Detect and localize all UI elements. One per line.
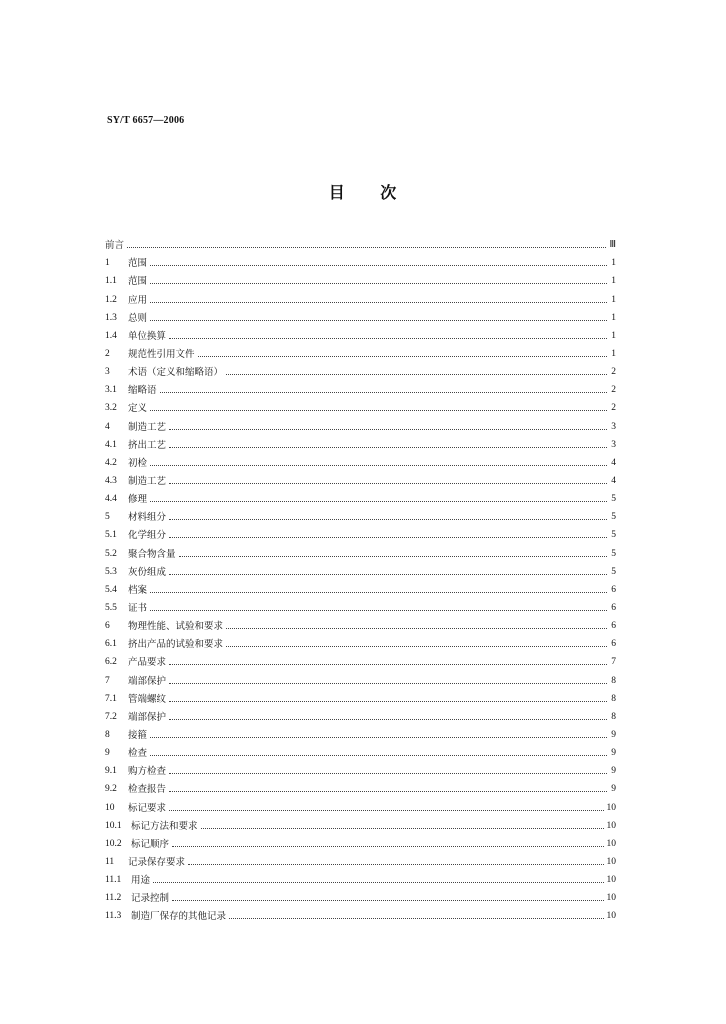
toc-entry-number: 6.1: [105, 639, 117, 650]
toc-leader-dots: [198, 355, 607, 357]
toc-entry-page: 6: [611, 602, 616, 613]
toc-leader-dots: [226, 627, 607, 629]
toc-entry-label: 产品要求: [128, 657, 167, 669]
toc-leader-dots: [169, 337, 607, 339]
toc-entry-label: 修理: [128, 494, 148, 506]
toc-entry[interactable]: [105, 777, 616, 795]
toc-entry-page: 7: [611, 657, 616, 668]
toc-entry-page: 10: [606, 893, 616, 904]
toc-entry[interactable]: [105, 269, 616, 287]
toc-leader-dots: [150, 319, 607, 321]
toc-entry-label: 标记方法和要求: [131, 820, 198, 832]
toc-leader-dots: [169, 446, 607, 448]
toc-entry-label: 购方检查: [128, 766, 167, 778]
toc-entry[interactable]: [105, 560, 616, 578]
toc-leader-dots: [150, 754, 607, 756]
toc-entry-label: 用途: [131, 875, 151, 887]
toc-leader-dots: [169, 663, 607, 665]
toc-leader-dots: [169, 682, 607, 684]
toc-entry-number: 5: [105, 512, 110, 523]
toc-leader-dots: [150, 609, 607, 611]
toc-entry-number: 10.1: [105, 820, 122, 831]
toc-leader-dots: [150, 464, 607, 466]
toc-entry-label: 挤出产品的试验和要求: [128, 639, 224, 651]
toc-entry-label: 标记顺序: [131, 838, 170, 850]
toc-entry-page: 1: [611, 258, 616, 269]
toc-entry[interactable]: [105, 814, 616, 832]
toc-entry[interactable]: [105, 614, 616, 632]
toc-title: 目 次: [328, 183, 398, 202]
toc-entry[interactable]: [105, 850, 616, 868]
toc-entry-label: 端部保护: [128, 675, 167, 687]
toc-entry-label: 单位换算: [128, 330, 167, 342]
toc-entry[interactable]: [105, 287, 616, 305]
toc-entry[interactable]: [105, 650, 616, 668]
toc-leader-dots: [172, 899, 603, 901]
toc-entry-number: 5.5: [105, 602, 117, 613]
toc-entry-number: 5.3: [105, 566, 117, 577]
toc-entry-number: 6.2: [105, 657, 117, 668]
document-code: SY/T 6657—2006: [107, 115, 185, 126]
toc-leader-dots: [169, 536, 607, 538]
toc-entry-page: 5: [611, 530, 616, 541]
toc-entry-label: 标记要求: [128, 802, 167, 814]
toc-entry-number: 10.2: [105, 838, 122, 849]
toc-entry-page: 4: [611, 457, 616, 468]
toc-entry-number: 1.1: [105, 276, 117, 287]
toc-leader-dots: [169, 790, 607, 792]
toc-entry-page: 4: [611, 475, 616, 486]
toc-entry-label: 规范性引用文件: [128, 348, 195, 360]
toc-entry-label: 证书: [128, 602, 148, 614]
toc-entry[interactable]: [105, 759, 616, 777]
toc-entry-label: 记录控制: [131, 893, 170, 905]
toc-entry-number: 1.2: [105, 294, 117, 305]
toc-entry-number: 9: [105, 748, 110, 759]
table-of-contents: [105, 233, 616, 922]
toc-entry[interactable]: [105, 723, 616, 741]
toc-entry[interactable]: [105, 251, 616, 269]
toc-leader-dots: [150, 736, 607, 738]
toc-entry-page: 10: [606, 856, 616, 867]
toc-entry[interactable]: [105, 632, 616, 650]
toc-leader-dots: [150, 500, 607, 502]
toc-entry[interactable]: [105, 741, 616, 759]
toc-entry[interactable]: [105, 705, 616, 723]
toc-entry-label: 前言: [105, 240, 125, 252]
toc-entry-page: 9: [611, 784, 616, 795]
toc-leader-dots: [160, 391, 607, 393]
toc-leader-dots: [226, 645, 607, 647]
toc-entry-label: 管端螺纹: [128, 693, 167, 705]
toc-entry-label: 术语（定义和缩略语）: [128, 367, 224, 379]
toc-entry-page: 6: [611, 621, 616, 632]
toc-entry-label: 范围: [128, 276, 148, 288]
toc-entry-label: 检查: [128, 748, 148, 760]
toc-entry-page: 2: [611, 403, 616, 414]
toc-entry-number: 9.1: [105, 766, 117, 777]
toc-entry-label: 灰份组成: [128, 566, 167, 578]
toc-entry-page: 2: [611, 385, 616, 396]
toc-entry-label: 检查报告: [128, 784, 167, 796]
toc-entry-page: 1: [611, 330, 616, 341]
toc-entry-number: 1.4: [105, 330, 117, 341]
toc-entry-number: 4.2: [105, 457, 117, 468]
toc-entry-label: 物理性能、试验和要求: [128, 621, 224, 633]
toc-entry-page: 1: [611, 294, 616, 305]
toc-entry-page: 6: [611, 639, 616, 650]
toc-entry-page: 5: [611, 494, 616, 505]
toc-leader-dots: [169, 718, 607, 720]
toc-entry-label: 制造工艺: [128, 421, 167, 433]
toc-entry[interactable]: [105, 233, 616, 251]
toc-entry[interactable]: [105, 378, 616, 396]
toc-entry[interactable]: [105, 832, 616, 850]
toc-entry[interactable]: [105, 868, 616, 886]
toc-entry-page: 10: [606, 802, 616, 813]
toc-entry-number: 2: [105, 348, 110, 359]
toc-leader-dots: [169, 573, 607, 575]
toc-entry-label: 范围: [128, 258, 148, 270]
toc-entry-label: 端部保护: [128, 711, 167, 723]
toc-entry[interactable]: [105, 541, 616, 559]
toc-leader-dots: [172, 845, 603, 847]
toc-entry-label: 缩略语: [128, 385, 157, 397]
toc-entry-page: 10: [606, 911, 616, 922]
toc-leader-dots: [169, 809, 603, 811]
toc-entry-number: 4: [105, 421, 110, 432]
toc-leader-dots: [169, 482, 607, 484]
toc-entry-label: 接箍: [128, 729, 148, 741]
toc-entry-label: 挤出工艺: [128, 439, 167, 451]
toc-leader-dots: [188, 863, 603, 865]
toc-entry-page: 8: [611, 693, 616, 704]
toc-entry-number: 1.3: [105, 312, 117, 323]
toc-entry[interactable]: [105, 306, 616, 324]
toc-entry-label: 制造厂保存的其他记录: [131, 911, 227, 923]
toc-leader-dots: [150, 409, 607, 411]
toc-entry[interactable]: [105, 342, 616, 360]
toc-entry-number: 5.2: [105, 548, 117, 559]
toc-leader-dots: [226, 373, 607, 375]
toc-entry-page: 1: [611, 312, 616, 323]
toc-leader-dots: [169, 428, 607, 430]
toc-entry-page: 6: [611, 584, 616, 595]
toc-leader-dots: [169, 700, 607, 702]
toc-entry-number: 11.2: [105, 893, 122, 904]
toc-entry-label: 定义: [128, 403, 148, 415]
toc-leader-dots: [150, 282, 607, 284]
toc-entry[interactable]: [105, 487, 616, 505]
toc-entry-number: 11: [105, 856, 115, 867]
toc-entry-number: 10: [105, 802, 115, 813]
toc-entry-number: 7.2: [105, 711, 117, 722]
toc-entry-label: 化学组分: [128, 530, 167, 542]
toc-leader-dots: [169, 772, 607, 774]
toc-entry-label: 应用: [128, 294, 148, 306]
toc-entry[interactable]: [105, 668, 616, 686]
toc-leader-dots: [153, 881, 603, 883]
toc-leader-dots: [150, 301, 607, 303]
toc-entry-number: 4.4: [105, 494, 117, 505]
toc-entry-number: 9.2: [105, 784, 117, 795]
toc-entry-page: 10: [606, 820, 616, 831]
toc-entry-number: 7.1: [105, 693, 117, 704]
toc-leader-dots: [201, 827, 604, 829]
toc-leader-dots: [150, 264, 607, 266]
toc-entry-page: 5: [611, 512, 616, 523]
toc-leader-dots: [169, 518, 607, 520]
toc-entry[interactable]: [105, 469, 616, 487]
toc-entry-number: 5.1: [105, 530, 117, 541]
toc-entry-label: 制造工艺: [128, 475, 167, 487]
toc-entry-page: 9: [611, 729, 616, 740]
toc-entry-page: 9: [611, 766, 616, 777]
toc-entry[interactable]: [105, 360, 616, 378]
toc-entry[interactable]: [105, 904, 616, 922]
toc-entry-label: 总则: [128, 312, 148, 324]
toc-entry[interactable]: [105, 578, 616, 596]
toc-entry[interactable]: [105, 795, 616, 813]
toc-entry-page: 10: [606, 838, 616, 849]
toc-entry[interactable]: [105, 886, 616, 904]
toc-entry-page: 8: [611, 711, 616, 722]
toc-entry[interactable]: [105, 505, 616, 523]
toc-entry[interactable]: [105, 396, 616, 414]
toc-entry[interactable]: [105, 414, 616, 432]
toc-entry-page: 2: [611, 367, 616, 378]
toc-entry-page: 1: [611, 348, 616, 359]
toc-entry-label: 聚合物含量: [128, 548, 176, 560]
toc-entry-number: 11.3: [105, 911, 122, 922]
toc-entry-page: 1: [611, 276, 616, 287]
toc-entry-number: 4.3: [105, 475, 117, 486]
toc-entry-number: 3.1: [105, 385, 117, 396]
toc-entry-number: 3.2: [105, 403, 117, 414]
toc-entry[interactable]: [105, 596, 616, 614]
toc-entry[interactable]: [105, 433, 616, 451]
toc-entry-label: 档案: [128, 584, 148, 596]
toc-entry-page: 5: [611, 566, 616, 577]
toc-entry-number: 7: [105, 675, 110, 686]
toc-entry-page: 10: [606, 875, 616, 886]
toc-entry-page: 3: [611, 421, 616, 432]
toc-entry-number: 4.1: [105, 439, 117, 450]
toc-entry[interactable]: [105, 523, 616, 541]
toc-entry-page: Ⅲ: [609, 240, 616, 251]
toc-entry[interactable]: [105, 687, 616, 705]
toc-entry-number: 3: [105, 367, 110, 378]
toc-entry-number: 6: [105, 621, 110, 632]
toc-entry-label: 记录保存要求: [128, 856, 186, 868]
toc-entry-page: 5: [611, 548, 616, 559]
toc-leader-dots: [127, 246, 606, 248]
toc-leader-dots: [150, 591, 607, 593]
toc-entry[interactable]: [105, 324, 616, 342]
toc-entry-label: 材料组分: [128, 512, 167, 524]
toc-entry-number: 11.1: [105, 875, 122, 886]
toc-entry-label: 初检: [128, 457, 148, 469]
toc-entry-page: 3: [611, 439, 616, 450]
toc-entry-page: 8: [611, 675, 616, 686]
toc-entry-number: 1: [105, 258, 110, 269]
toc-entry-number: 5.4: [105, 584, 117, 595]
toc-leader-dots: [179, 555, 607, 557]
toc-entry-page: 9: [611, 748, 616, 759]
toc-leader-dots: [229, 917, 603, 919]
toc-entry-number: 8: [105, 729, 110, 740]
toc-entry[interactable]: [105, 451, 616, 469]
